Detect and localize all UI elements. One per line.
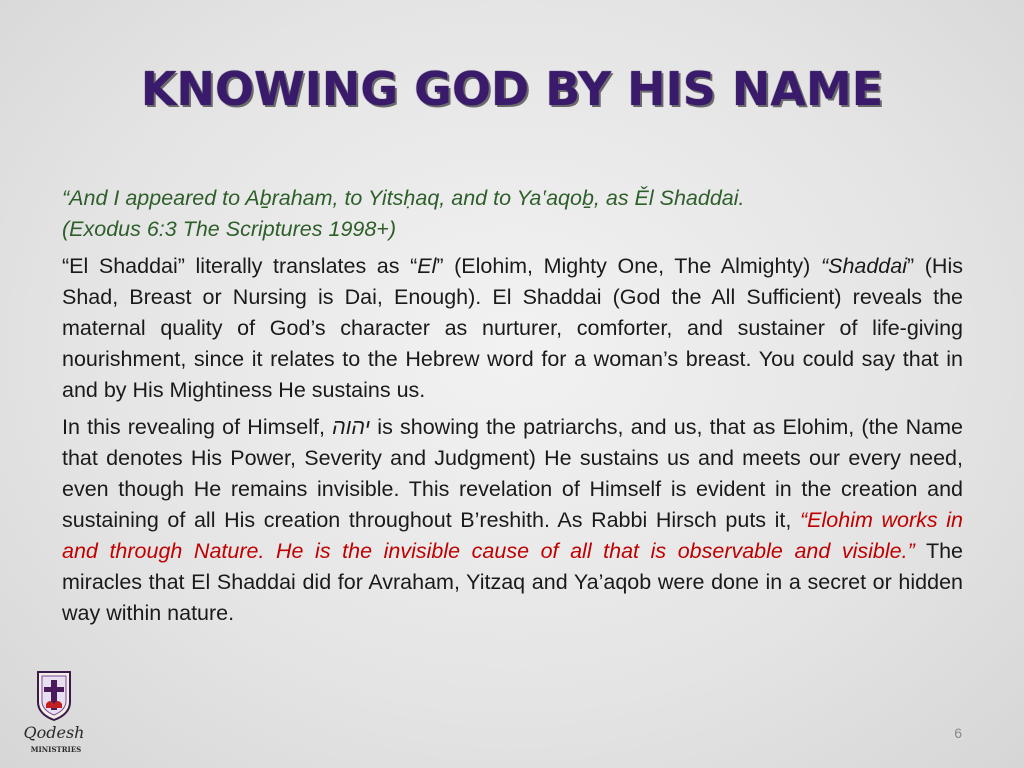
qodesh-logo bbox=[14, 668, 94, 760]
paragraph-revealing bbox=[62, 412, 963, 629]
p2-text-b: ” (Elohim, Mighty One, The Almighty) bbox=[436, 254, 821, 278]
scripture-quote bbox=[62, 183, 963, 245]
shield-cross-icon bbox=[14, 668, 94, 760]
p2-el: El bbox=[417, 254, 437, 278]
quote-citation: (Exodus 6:3 The Scriptures 1998+) bbox=[62, 217, 397, 241]
slide-title: KNOWING GOD BY HIS NAME bbox=[140, 62, 884, 116]
p2-shaddai: “Shaddai bbox=[820, 254, 908, 278]
p2-text-a: “El Shaddai” literally translates as “ bbox=[62, 254, 418, 278]
p3-text-a: In this revealing of Himself, bbox=[62, 415, 333, 439]
logo-name: Qodesh bbox=[23, 723, 85, 742]
p3-hebrew-name: יהוה bbox=[332, 415, 371, 439]
logo-subtitle: MINISTRIES bbox=[30, 745, 82, 754]
hirsch-quote: “Elohim works in and through Nature. He is the invisible cause of all that is observable and visible.” bbox=[62, 508, 963, 563]
p2-text-c: ” (His Shad, Breast or Nursing is Dai, Enough). El Shaddai (God the All Sufficient) reveals the maternal quality of God’s character as nurturer, comforter, and sustainer of life-giving nourishment, since it relates to the Hebrew word for a woman’s breast. You could say that in and by His Mightiness He sustains us. bbox=[62, 254, 963, 402]
paragraph-el-shaddai bbox=[62, 251, 963, 406]
page-number: 6 bbox=[954, 725, 962, 741]
p3-text-c: The miracles that El Shaddai did for Avraham, Yitzaq and Ya’aqob were done in a secret or hidden way within nature. bbox=[62, 539, 963, 625]
p3-text-b: is showing the patriarchs, and us, that as Elohim, (the Name that denotes His Power, Severity and Judgment) He sustains us and meets our every need, even though He remains invisible. This revelation of Himself is evident in the creation and sustaining of all His creation throughout B’reshith. As Rabbi Hirsch puts it, bbox=[62, 415, 963, 532]
slide-body bbox=[62, 183, 963, 635]
quote-line-1: “And I appeared to Aḇraham, to Yitsḥaq, and to Ya‛aqoḇ, as Ěl Shaddai. bbox=[62, 186, 745, 210]
